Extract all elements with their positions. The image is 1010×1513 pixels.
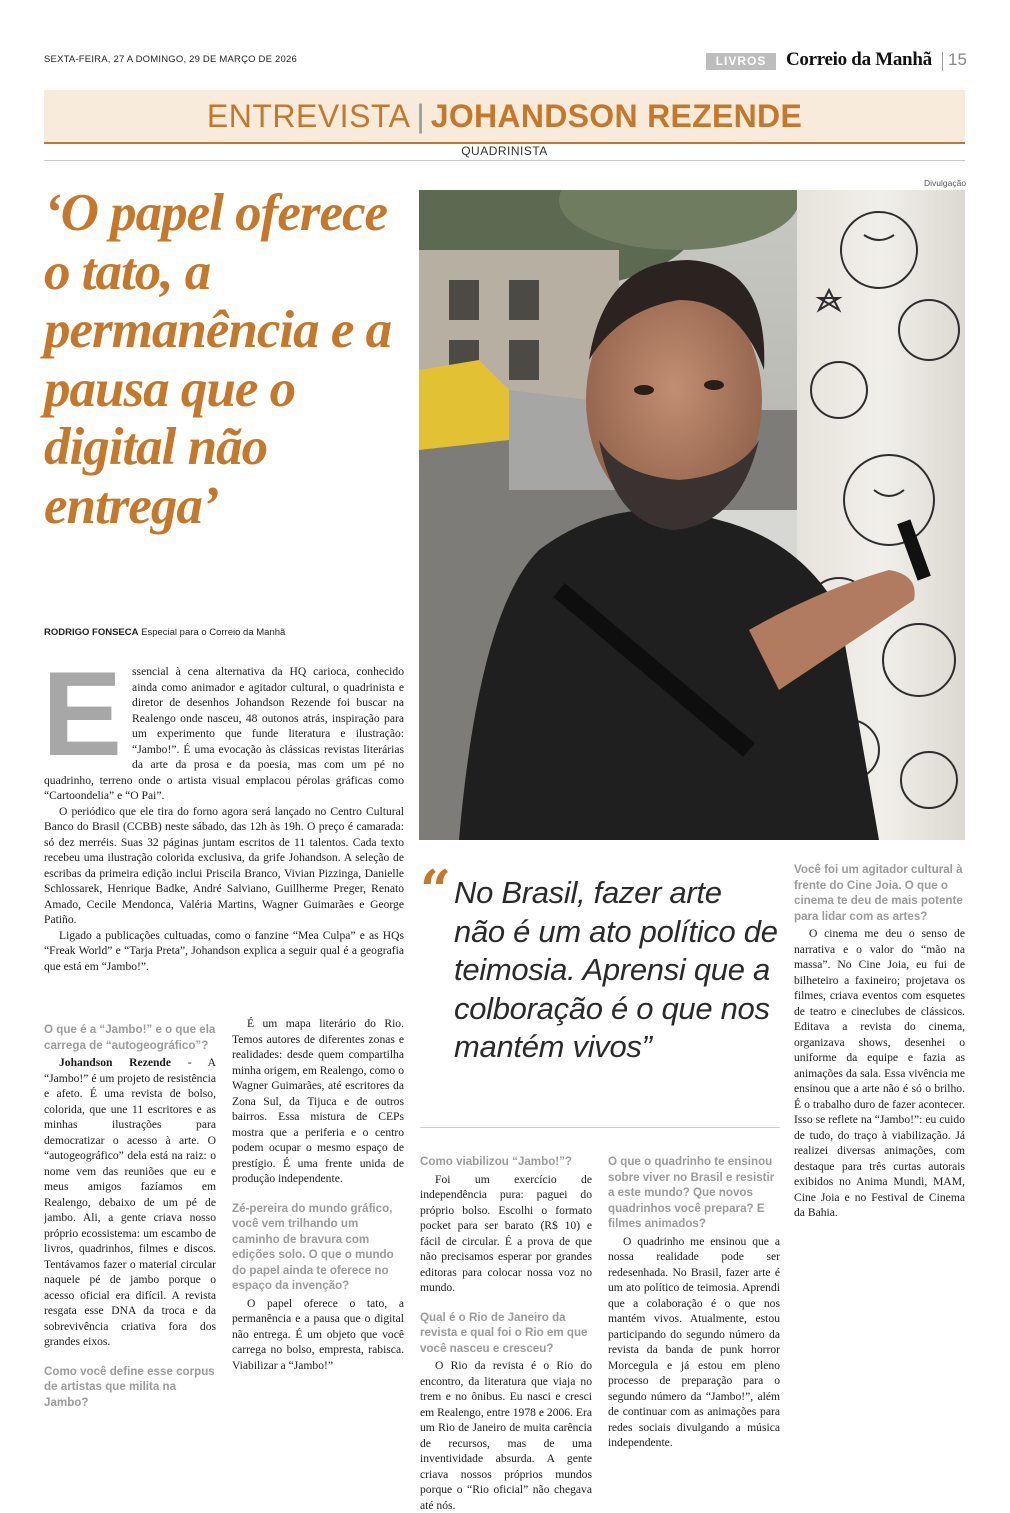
- byline: [44, 627, 285, 638]
- drop-cap: E: [42, 647, 123, 781]
- band-bottom-rule: [44, 160, 965, 161]
- answer-text: Foi um exercício de independência pura: paguei do próprio bolso. Escolhi o formato pocket para ser barato (R$ 10) e fácil de circular. É a prova de que não precisamos esperar por grandes editoras para colocar nossa voz no mundo.: [420, 1172, 592, 1294]
- interviewee-name: JOHANDSON REZENDE: [430, 98, 803, 134]
- byline-role: Especial para o Correio da Manhã: [141, 627, 286, 638]
- pull-quote: [420, 858, 780, 1112]
- pull-quote-text: No Brasil, fazer arte não é um ato político de teimosia. Aprensi que a colboração é o que nos mantém vivos”: [454, 875, 778, 1064]
- answer-text: O cinema me deu o senso de narrativa e o valor do “mão na massa”. No Cine Joia, eu fui de bilheteiro a faxineiro; projetava os filmes, criava eventos com esquetes de teatro e cineclubes de clássicos. Editava a revista do cinema, organizava shows, desenhei o uniforme da equipe e fazia as animações da sala. Essa vivência me ensinou que a arte não é só o brilho. É o trabalho duro de fazer acontecer. Isso se reflete na “Jambo!”: eu cuido de tudo, do traço à viabilização. Já realizei diversas animações, com destaque para três curtas autorais exibidos no Anima Mundi, MAM, Cine Joia e no Festival de Cinema da Bahia.: [794, 927, 965, 1219]
- intro-paragraph: ssencial à cena alternativa da HQ carioca, conhecido ainda como animador e agitador cultural, o quadrinista e diretor de desenhos Johandson Rezende foi buscar na Realengo onde nasceu, 48 outonos atrás, inspiração para um experimento que funde literatura e ilustração: “Jambo!”. É uma evocação às clássicas revistas literárias da arte da prosa e da poesia, mas com um pé no quadrinho, terreno onde o artista visual emplacou pérolas gráficas como “Cartoondelia” e “O Pai”.: [44, 665, 404, 802]
- column-1: [44, 1022, 216, 1412]
- section-tag: LIVROS: [706, 53, 776, 70]
- question-heading: Como viabilizou “Jambo!”?: [420, 1155, 573, 1168]
- intro-paragraph: Ligado a publicações cultuadas, como o fanzine “Mea Culpa” e as HQs “Freak World” e “Tarja Preta”, Johandson explica a seguir qual é a geografia que está em “Jambo!”.: [44, 928, 404, 973]
- question-heading: O que é a “Jambo!” e o que ela carrega de “autogeográfico”?: [44, 1023, 216, 1052]
- quote-mark-icon: “: [420, 858, 452, 922]
- interview-kicker: ENTREVISTA: [206, 98, 411, 134]
- answer-text: O Rio da revista é o Rio do encontro, da literatura que viaja no trem e no ônibus. Eu nasci e cresci em Realengo, entre 1978 e 2006. Era um Rio de Janeiro de muita carência de recursos, mas de uma inventividade absurda. A gente criava nossos próprios mundos porque o “Rio oficial” não chegava até nós.: [420, 1359, 592, 1512]
- question-heading: Qual é o Rio de Janeiro da revista e qual foi o Rio em que você nasceu e cresceu?: [420, 1310, 588, 1355]
- question-heading: O que o quadrinho te ensinou sobre viver no Brasil e resistir a este mundo? Que novos quadrinhos você prepara? E filmes animados?: [608, 1155, 775, 1230]
- answer-text: É um mapa literário do Rio. Temos autores de diferentes zonas e realidades: desde quem compartilha minha origem, em Realengo, como o Wagner Guimarães, até escritores da Zona Sul, da Tijuca e de outros bairros. Essa mistura de CEPs mostra que a periferia e o centro podem ocupar o mesmo espaço de prestígio. É uma frente unida de produção independente.: [232, 1017, 404, 1185]
- headline: ‘O papel oferece o tato, a permanência e a pausa que o digital não entrega’: [44, 184, 392, 535]
- intro-paragraph: O periódico que ele tira do forno agora será lançado no Centro Cultural Banco do Brasil (CCBB) neste sábado, das 12h às 19h. O preço é camarada: só dez merréis. Suas 32 páginas juntam escritos de 11 talentos. Cada texto recebeu uma ilustração colorida exclusiva, da grife Johandson. A seleção de escribas da primeira edição inclui Priscila Branco, Vivian Pizzinga, Danielle Schlossarek, Henrique Badke, André Salviano, Guillherme Preger, Renato Amado, Cecile Mendonca, Valéria Martins, Wagner Guimarães e George Patiño.: [44, 804, 404, 926]
- photo-credit: Divulgação: [924, 178, 967, 188]
- answer-text: O papel oferece o tato, a permanência e a pausa que o digital não entrega. É um objeto que você carrega no bolso, empresta, rabisca. Viabilizar a “Jambo!”: [232, 1296, 404, 1372]
- article-intro: [42, 647, 404, 974]
- masthead: Correio da Manhã: [786, 49, 932, 70]
- question-heading: Você foi um agitador cultural à frente do Cine Joia. O que o cinema te deu de mais potente para lidar com as artes?: [794, 863, 963, 923]
- pull-quote-rule: [420, 1127, 780, 1128]
- column-2: [232, 1016, 404, 1373]
- edition-date: SEXTA-FEIRA, 27 A DOMINGO, 29 DE MARÇO DE 2026: [44, 54, 297, 65]
- column-3: [420, 1154, 592, 1513]
- answer-text: - A “Jambo!” é um projeto de resistência e afeto. É uma revista de bolso, colorida, que une 11 escritores e as minhas ilustrações para democratizar o acesso à arte. O “autogeográfico” dela está na raiz: o nome vem das reuniões que eu e meus amigos fazíamos em Realengo, debaixo de um pé de jambo. Ali, a gente criava nosso próprio ecossistema: um escambo de livros, quadrinhos, filmes e discos. Tentávamos fazer o material circular naquele pé de jambo porque o acesso oficial era difícil. A revista resgata esse DNA da troca e da sobrevivência criativa fora dos grandes eixos.: [44, 1056, 216, 1348]
- interviewee-role: QUADRINISTA: [461, 144, 548, 158]
- column-4: [608, 1154, 780, 1451]
- page-number: 15: [948, 50, 967, 69]
- answer-text: O quadrinho me ensinou que a nossa realidade pode ser redesenhada. No Brasil, fazer arte é um ato político de teimosia. Aprendi que a colaboração é o que nos mantém vivos. Atualmente, estou participando do segundo número da revista da banda de punk horror Morcegula e já estou em pleno processo de preparação para o segundo número da “Jambo!”, além de continuar com as animações para redes sociais divulgando a música independente.: [608, 1234, 780, 1449]
- byline-author: RODRIGO FONSECA: [44, 627, 139, 638]
- title-divider: |: [416, 98, 425, 134]
- answer-speaker: Johandson Rezende: [59, 1056, 172, 1069]
- interview-title: [44, 98, 965, 135]
- column-5: [794, 862, 965, 1221]
- question-heading: Zé-pereira do mundo gráfico, você vem trilhando um caminho de bravura com edições solo. O que o mundo do papel ainda te oferece no espaço da invenção?: [232, 1201, 394, 1292]
- header-divider: [942, 52, 943, 71]
- question-heading: Como você define esse corpus de artistas que milita na Jambo?: [44, 1364, 215, 1409]
- portrait-photo: [419, 190, 965, 840]
